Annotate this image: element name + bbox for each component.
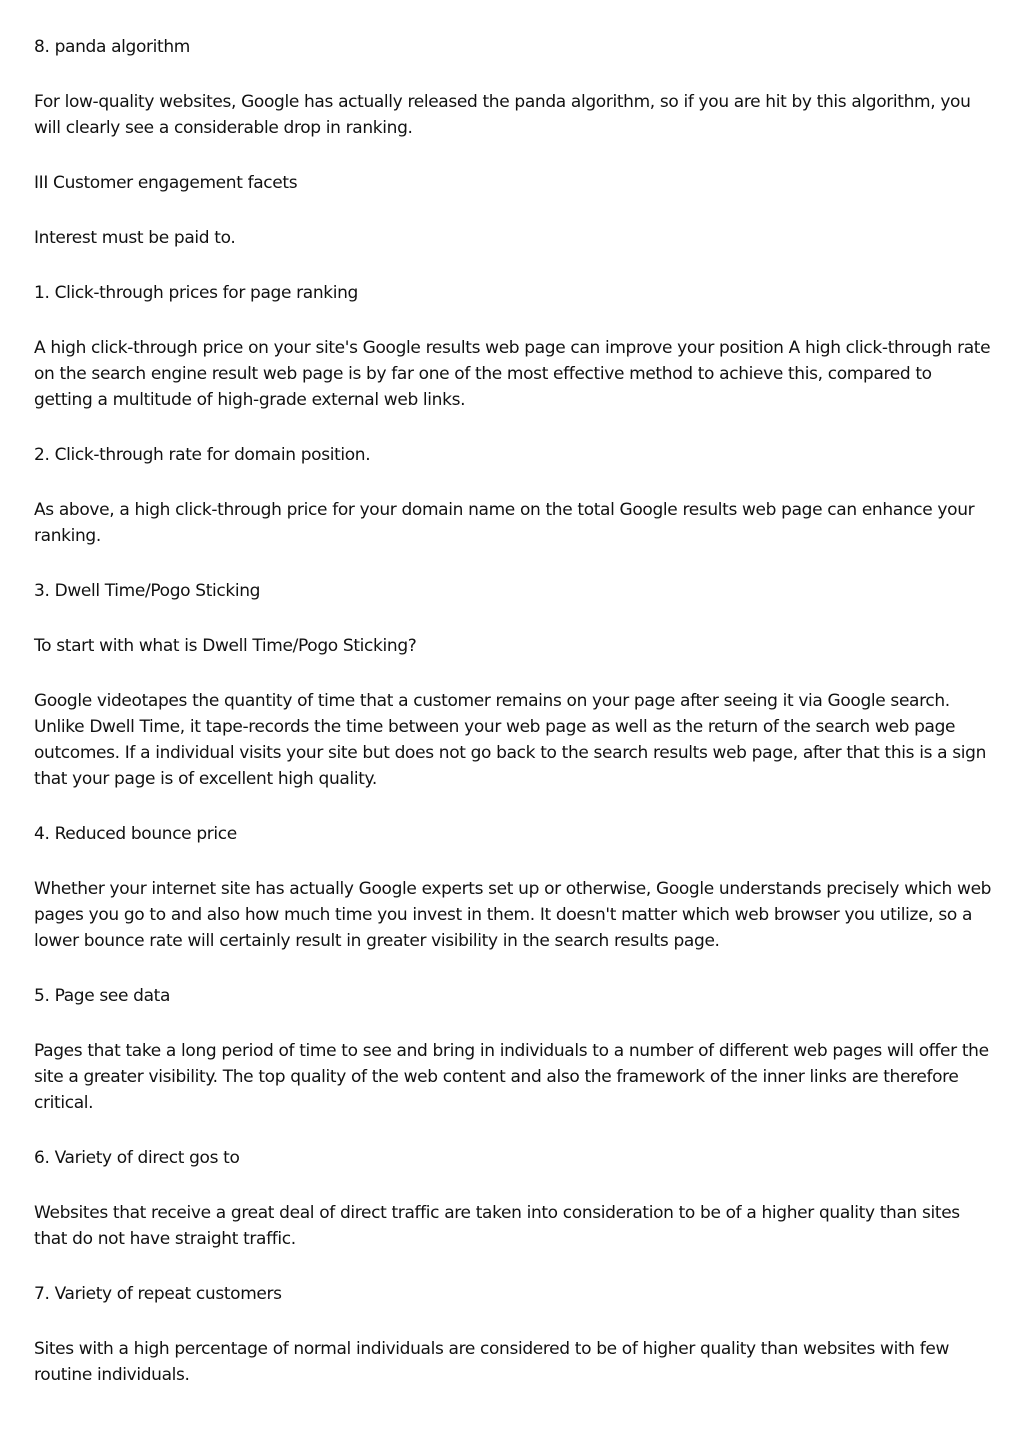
- paragraph-direct-visits: Websites that receive a great deal of direct traffic are taken into consideration to be of a higher quality than sites that do not have straight traffic.: [34, 1203, 960, 1249]
- paragraph-click-through-domain: As above, a high click-through price for your domain name on the total Google results web page can enhance your ranking.: [34, 500, 975, 546]
- heading-bounce-price: 4. Reduced bounce price: [34, 824, 237, 844]
- heading-click-through-domain: 2. Click-through rate for domain position.: [34, 445, 371, 465]
- section-heading-customer-engagement: III Customer engagement facets: [34, 173, 298, 193]
- heading-direct-visits: 6. Variety of direct gos to: [34, 1148, 240, 1168]
- paragraph-dwell-time-question: To start with what is Dwell Time/Pogo Sticking?: [34, 636, 417, 656]
- document-body: [34, 34, 994, 1417]
- heading-page-see-data: 5. Page see data: [34, 986, 171, 1006]
- paragraph-interest: Interest must be paid to.: [34, 228, 236, 248]
- paragraph-panda-algorithm: For low-quality websites, Google has actually released the panda algorithm, so if you are hit by this algorithm, you will clearly see a considerable drop in ranking.: [34, 92, 971, 138]
- paragraph-page-see-data: Pages that take a long period of time to see and bring in individuals to a number of different web pages will offer the site a greater visibility. The top quality of the web content and also the framework of the inner links are therefore critical.: [34, 1041, 989, 1113]
- heading-dwell-time: 3. Dwell Time/Pogo Sticking: [34, 581, 261, 601]
- heading-repeat-customers: 7. Variety of repeat customers: [34, 1284, 282, 1304]
- paragraph-click-through-page: A high click-through price on your site's Google results web page can improve your position A high click-through rate on the search engine result web page is by far one of the most effective method to achieve this, compared to getting a multitude of high-grade external web links.: [34, 338, 991, 410]
- paragraph-bounce-price: Whether your internet site has actually Google experts set up or otherwise, Google understands precisely which web pages you go to and also how much time you invest in them. It doesn't matter which web browser you utilize, so a lower bounce rate will certainly result in greater visibility in the search results page.: [34, 879, 992, 951]
- heading-panda-algorithm: 8. panda algorithm: [34, 37, 190, 57]
- paragraph-repeat-customers: Sites with a high percentage of normal individuals are considered to be of higher quality than websites with few routine individuals.: [34, 1339, 950, 1385]
- heading-click-through-page: 1. Click-through prices for page ranking: [34, 283, 358, 303]
- paragraph-dwell-time: Google videotapes the quantity of time that a customer remains on your page after seeing it via Google search. Unlike Dwell Time, it tape-records the time between your web page as well as the return of the search web page outcomes. If a individual visits your site but does not go back to the search results web page, after that this is a sign that your page is of excellent high quality.: [34, 691, 987, 789]
